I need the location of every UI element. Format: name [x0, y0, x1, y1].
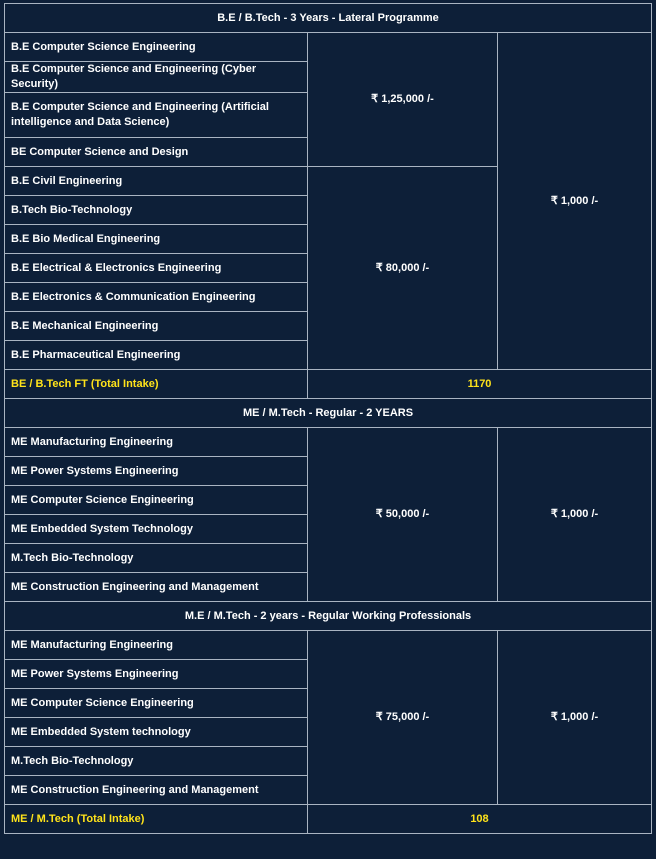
fee-table: [4, 3, 652, 834]
course-name: B.E Pharmaceutical Engineering: [5, 341, 308, 370]
course-name: M.Tech Bio-Technology: [5, 544, 308, 573]
application-fee: ₹ 1,000 /-: [498, 33, 652, 370]
application-fee: ₹ 1,000 /-: [498, 428, 652, 602]
application-fee: ₹ 1,000 /-: [498, 631, 652, 805]
course-name: ME Power Systems Engineering: [5, 457, 308, 486]
course-name: ME Computer Science Engineering: [5, 689, 308, 718]
course-name: B.E Bio Medical Engineering: [5, 225, 308, 254]
course-name: ME Construction Engineering and Management: [5, 776, 308, 805]
total-intake-value: 1170: [308, 370, 652, 399]
course-name: B.E Computer Science and Engineering (Artificial intelligence and Data Science): [5, 93, 308, 138]
course-name: ME Embedded System technology: [5, 718, 308, 747]
section-title-me-regular: ME / M.Tech - Regular - 2 YEARS: [5, 399, 652, 428]
section-title-lateral: B.E / B.Tech - 3 Years - Lateral Programme: [5, 4, 652, 33]
tuition-fee: ₹ 1,25,000 /-: [308, 33, 498, 167]
course-name: ME Manufacturing Engineering: [5, 631, 308, 660]
course-name: B.E Electronics & Communication Engineering: [5, 283, 308, 312]
tuition-fee: ₹ 50,000 /-: [308, 428, 498, 602]
course-name: B.E Electrical & Electronics Engineering: [5, 254, 308, 283]
course-name: M.Tech Bio-Technology: [5, 747, 308, 776]
course-name: ME Construction Engineering and Management: [5, 573, 308, 602]
section-title-me-working: M.E / M.Tech - 2 years - Regular Working Professionals: [5, 602, 652, 631]
course-name: B.E Computer Science Engineering: [5, 33, 308, 62]
total-intake-label: ME / M.Tech (Total Intake): [5, 805, 308, 834]
total-intake-value: 108: [308, 805, 652, 834]
tuition-fee: ₹ 75,000 /-: [308, 631, 498, 805]
course-name: BE Computer Science and Design: [5, 138, 308, 167]
course-name: ME Power Systems Engineering: [5, 660, 308, 689]
course-name: B.E Computer Science and Engineering (Cyber Security): [5, 62, 308, 93]
course-name: B.E Mechanical Engineering: [5, 312, 308, 341]
course-name: ME Computer Science Engineering: [5, 486, 308, 515]
course-name: ME Manufacturing Engineering: [5, 428, 308, 457]
course-name: B.Tech Bio-Technology: [5, 196, 308, 225]
tuition-fee: ₹ 80,000 /-: [308, 167, 498, 370]
course-name: ME Embedded System Technology: [5, 515, 308, 544]
total-intake-label: BE / B.Tech FT (Total Intake): [5, 370, 308, 399]
course-name: B.E Civil Engineering: [5, 167, 308, 196]
